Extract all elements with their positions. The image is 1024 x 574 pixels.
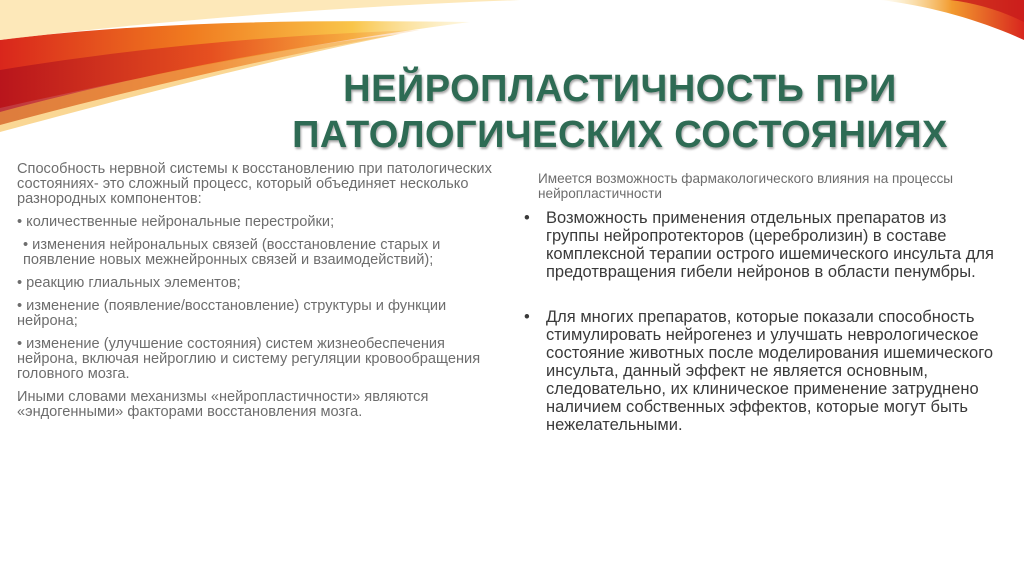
left-bullet-item: • изменения нейрональных связей (восстановление старых и появление новых межнейронных связей и взаимодействий);	[23, 237, 441, 268]
left-intro-paragraph: Способность нервной системы к восстановлению при патологических состояниях- это сложный процесс, который объединяет несколько разнородных компонентов:	[17, 161, 492, 207]
bullet-dot-icon: •	[524, 209, 530, 227]
left-bullet-item: • изменение (появление/восстановление) структуры и функции нейрона;	[17, 298, 447, 329]
right-bullet-text: Возможность применения отдельных препаратов из группы нейропротекторов (церебролизин) в составе комплексной терапии острого ишемического инсульта для предотвращения гибели нейронов в области пенумбры.	[546, 209, 994, 281]
right-bullet-item	[522, 308, 1002, 434]
right-text-column	[522, 172, 1002, 434]
right-bullet-item	[522, 209, 1002, 281]
slide-title-line-2: ПАТОЛОГИЧЕСКИХ СОСТОЯНИЯХ	[292, 114, 948, 156]
left-bullet-item: • реакцию глиальных элементов;	[17, 275, 241, 291]
right-intro-paragraph: Имеется возможность фармакологического влияния на процессы нейропластичности	[538, 171, 954, 201]
bullet-dot-icon: •	[524, 308, 530, 326]
left-bullet-item: • изменение (улучшение состояния) систем жизнеобеспечения нейрона, включая нейроглию и систему регуляции кровообращения головного мозга.	[17, 336, 481, 382]
slide-title	[250, 66, 990, 158]
right-bullet-text: Для многих препаратов, которые показали способность стимулировать нейрогенез и улучшать неврологическое состояние животных после моделирования ишемического инсульта, данный эффект не является основным, следовательно, их клиническое применение затруднено наличием собственных эффектов, которые могут быть нежелательными.	[546, 308, 994, 434]
left-bullet-item: • количественные нейрональные перестройки;	[17, 214, 335, 230]
left-text-column	[17, 162, 497, 428]
slide-title-line-1: НЕЙРОПЛАСТИЧНОСТЬ ПРИ	[343, 68, 897, 110]
left-outro-paragraph: Иными словами механизмы «нейропластичности» являются «эндогенными» факторами восстановления мозга.	[17, 389, 429, 420]
